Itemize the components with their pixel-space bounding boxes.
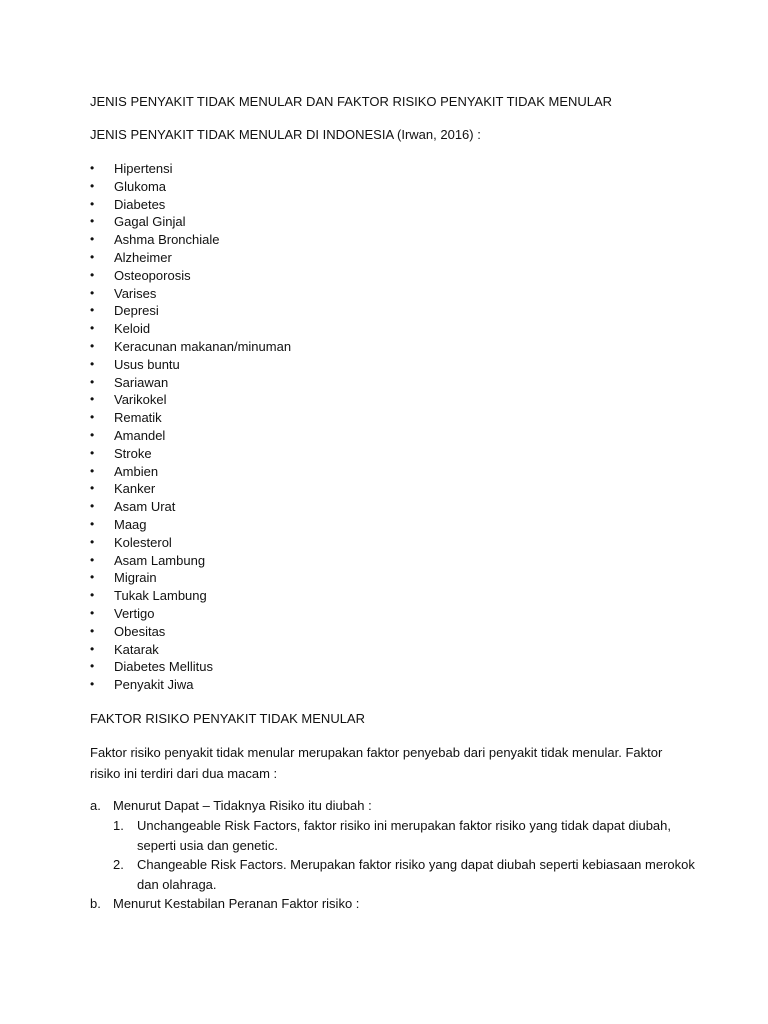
disease-name: Depresi bbox=[114, 303, 159, 319]
disease-list-item bbox=[90, 569, 291, 587]
bullet-icon: • bbox=[90, 321, 95, 336]
disease-name: Keloid bbox=[114, 321, 151, 337]
disease-name: Ambien bbox=[114, 463, 159, 479]
disease-list-item bbox=[90, 356, 291, 374]
bullet-icon: • bbox=[90, 178, 95, 193]
disease-list-item bbox=[90, 196, 291, 214]
disease-name: Obesitas bbox=[114, 623, 166, 639]
disease-name: Diabetes bbox=[114, 196, 166, 212]
bullet-icon: • bbox=[90, 534, 95, 549]
disease-name: Maag bbox=[114, 516, 147, 532]
bullet-icon: • bbox=[90, 356, 95, 371]
disease-list-item bbox=[90, 178, 291, 196]
disease-list-item bbox=[90, 391, 291, 409]
bullet-icon: • bbox=[90, 303, 95, 318]
disease-name: Stroke bbox=[114, 445, 152, 461]
disease-list-item bbox=[90, 534, 291, 552]
bullet-icon: • bbox=[90, 249, 95, 264]
bullet-icon: • bbox=[90, 499, 95, 514]
bullet-icon: • bbox=[90, 463, 95, 478]
disease-list bbox=[90, 160, 291, 694]
disease-list-item bbox=[90, 498, 291, 516]
bullet-icon: • bbox=[90, 196, 95, 211]
disease-name: Ashma Bronchiale bbox=[114, 232, 220, 248]
bullet-icon: • bbox=[90, 605, 95, 620]
disease-list-item bbox=[90, 409, 291, 427]
disease-list-item bbox=[90, 427, 291, 445]
item-b-text: Menurut Kestabilan Peranan Faktor risiko : bbox=[113, 896, 360, 911]
sub-item-1-text: Unchangeable Risk Factors, faktor risiko ini merupakan faktor risiko yang tidak dapat diubah, seperti usia dan genetic. bbox=[137, 818, 671, 853]
sub-item-1-marker: 1. bbox=[113, 818, 124, 833]
bullet-icon: • bbox=[90, 214, 95, 229]
disease-list-item bbox=[90, 516, 291, 534]
bullet-icon: • bbox=[90, 232, 95, 247]
disease-name: Sariawan bbox=[114, 374, 169, 390]
section-title: FAKTOR RISIKO PENYAKIT TIDAK MENULAR bbox=[90, 711, 365, 726]
bullet-icon: • bbox=[90, 623, 95, 638]
disease-name: Varikokel bbox=[114, 392, 167, 408]
bullet-icon: • bbox=[90, 516, 95, 531]
bullet-icon: • bbox=[90, 570, 95, 585]
disease-name: Tukak Lambung bbox=[114, 588, 207, 604]
disease-name: Usus buntu bbox=[114, 356, 180, 372]
disease-list-item bbox=[90, 302, 291, 320]
disease-list-item bbox=[90, 160, 291, 178]
disease-list-item bbox=[90, 267, 291, 285]
disease-list-item bbox=[90, 320, 291, 338]
disease-name: Glukoma bbox=[114, 178, 167, 194]
disease-name: Hipertensi bbox=[114, 161, 173, 176]
sub-item-2-text: Changeable Risk Factors. Merupakan faktor risiko yang dapat diubah seperti kebiasaan merokok dan olahraga. bbox=[137, 857, 695, 892]
disease-name: Keracunan makanan/minuman bbox=[114, 338, 292, 354]
disease-list-item bbox=[90, 338, 291, 356]
disease-list-item bbox=[90, 285, 291, 303]
document-title: JENIS PENYAKIT TIDAK MENULAR DAN FAKTOR RISIKO PENYAKIT TIDAK MENULAR bbox=[90, 94, 613, 109]
bullet-icon: • bbox=[90, 374, 95, 389]
bullet-icon: • bbox=[90, 427, 95, 442]
disease-list-item bbox=[90, 658, 291, 676]
disease-list-item bbox=[90, 480, 291, 498]
sub-item-2-marker: 2. bbox=[113, 857, 124, 872]
bullet-icon: • bbox=[90, 481, 95, 496]
disease-name: Asam Urat bbox=[114, 499, 176, 515]
bullet-icon: • bbox=[90, 588, 95, 603]
disease-list-item bbox=[90, 552, 291, 570]
item-b-marker: b. bbox=[90, 896, 101, 911]
disease-name: Penyakit Jiwa bbox=[114, 677, 194, 693]
disease-list-item bbox=[90, 676, 291, 694]
disease-list-item bbox=[90, 587, 291, 605]
bullet-icon: • bbox=[90, 285, 95, 300]
disease-name: Osteoporosis bbox=[114, 267, 191, 283]
bullet-icon: • bbox=[90, 641, 95, 656]
disease-list-item bbox=[90, 605, 291, 623]
disease-list-item bbox=[90, 249, 291, 267]
item-a-marker: a. bbox=[90, 798, 101, 813]
item-a-text: Menurut Dapat – Tidaknya Risiko itu diubah : bbox=[113, 798, 372, 813]
bullet-icon: • bbox=[90, 659, 95, 674]
disease-name: Katarak bbox=[114, 641, 159, 657]
bullet-icon: • bbox=[90, 392, 95, 407]
disease-list-item bbox=[90, 445, 291, 463]
disease-list-item bbox=[90, 623, 291, 641]
disease-list-item bbox=[90, 213, 291, 231]
bullet-icon: • bbox=[90, 338, 95, 353]
disease-list-item bbox=[90, 463, 291, 481]
disease-list-item bbox=[90, 231, 291, 249]
disease-name: Alzheimer bbox=[114, 249, 172, 265]
disease-name: Asam Lambung bbox=[114, 552, 206, 568]
disease-name: Gagal Ginjal bbox=[114, 214, 186, 230]
disease-list-item bbox=[90, 641, 291, 659]
disease-list-item bbox=[90, 374, 291, 392]
disease-name: Migrain bbox=[114, 570, 157, 586]
bullet-icon: • bbox=[90, 410, 95, 425]
bullet-icon: • bbox=[90, 445, 95, 460]
disease-name: Varises bbox=[114, 285, 157, 301]
disease-name: Kolesterol bbox=[114, 534, 172, 550]
disease-name: Amandel bbox=[114, 427, 166, 443]
bullet-icon: • bbox=[90, 161, 95, 175]
bullet-icon: • bbox=[90, 552, 95, 567]
disease-name: Vertigo bbox=[114, 605, 155, 621]
disease-name: Rematik bbox=[114, 410, 162, 426]
intro-paragraph: Faktor risiko penyakit tidak menular merupakan faktor penyebab dari penyakit tidak menular. Faktor risiko ini terdiri dari dua macam : bbox=[90, 745, 663, 781]
bullet-icon: • bbox=[90, 267, 95, 282]
disease-list-heading: JENIS PENYAKIT TIDAK MENULAR DI INDONESIA (Irwan, 2016) : bbox=[90, 127, 481, 142]
disease-name: Diabetes Mellitus bbox=[114, 659, 213, 675]
bullet-icon: • bbox=[90, 677, 95, 692]
disease-name: Kanker bbox=[114, 481, 156, 497]
